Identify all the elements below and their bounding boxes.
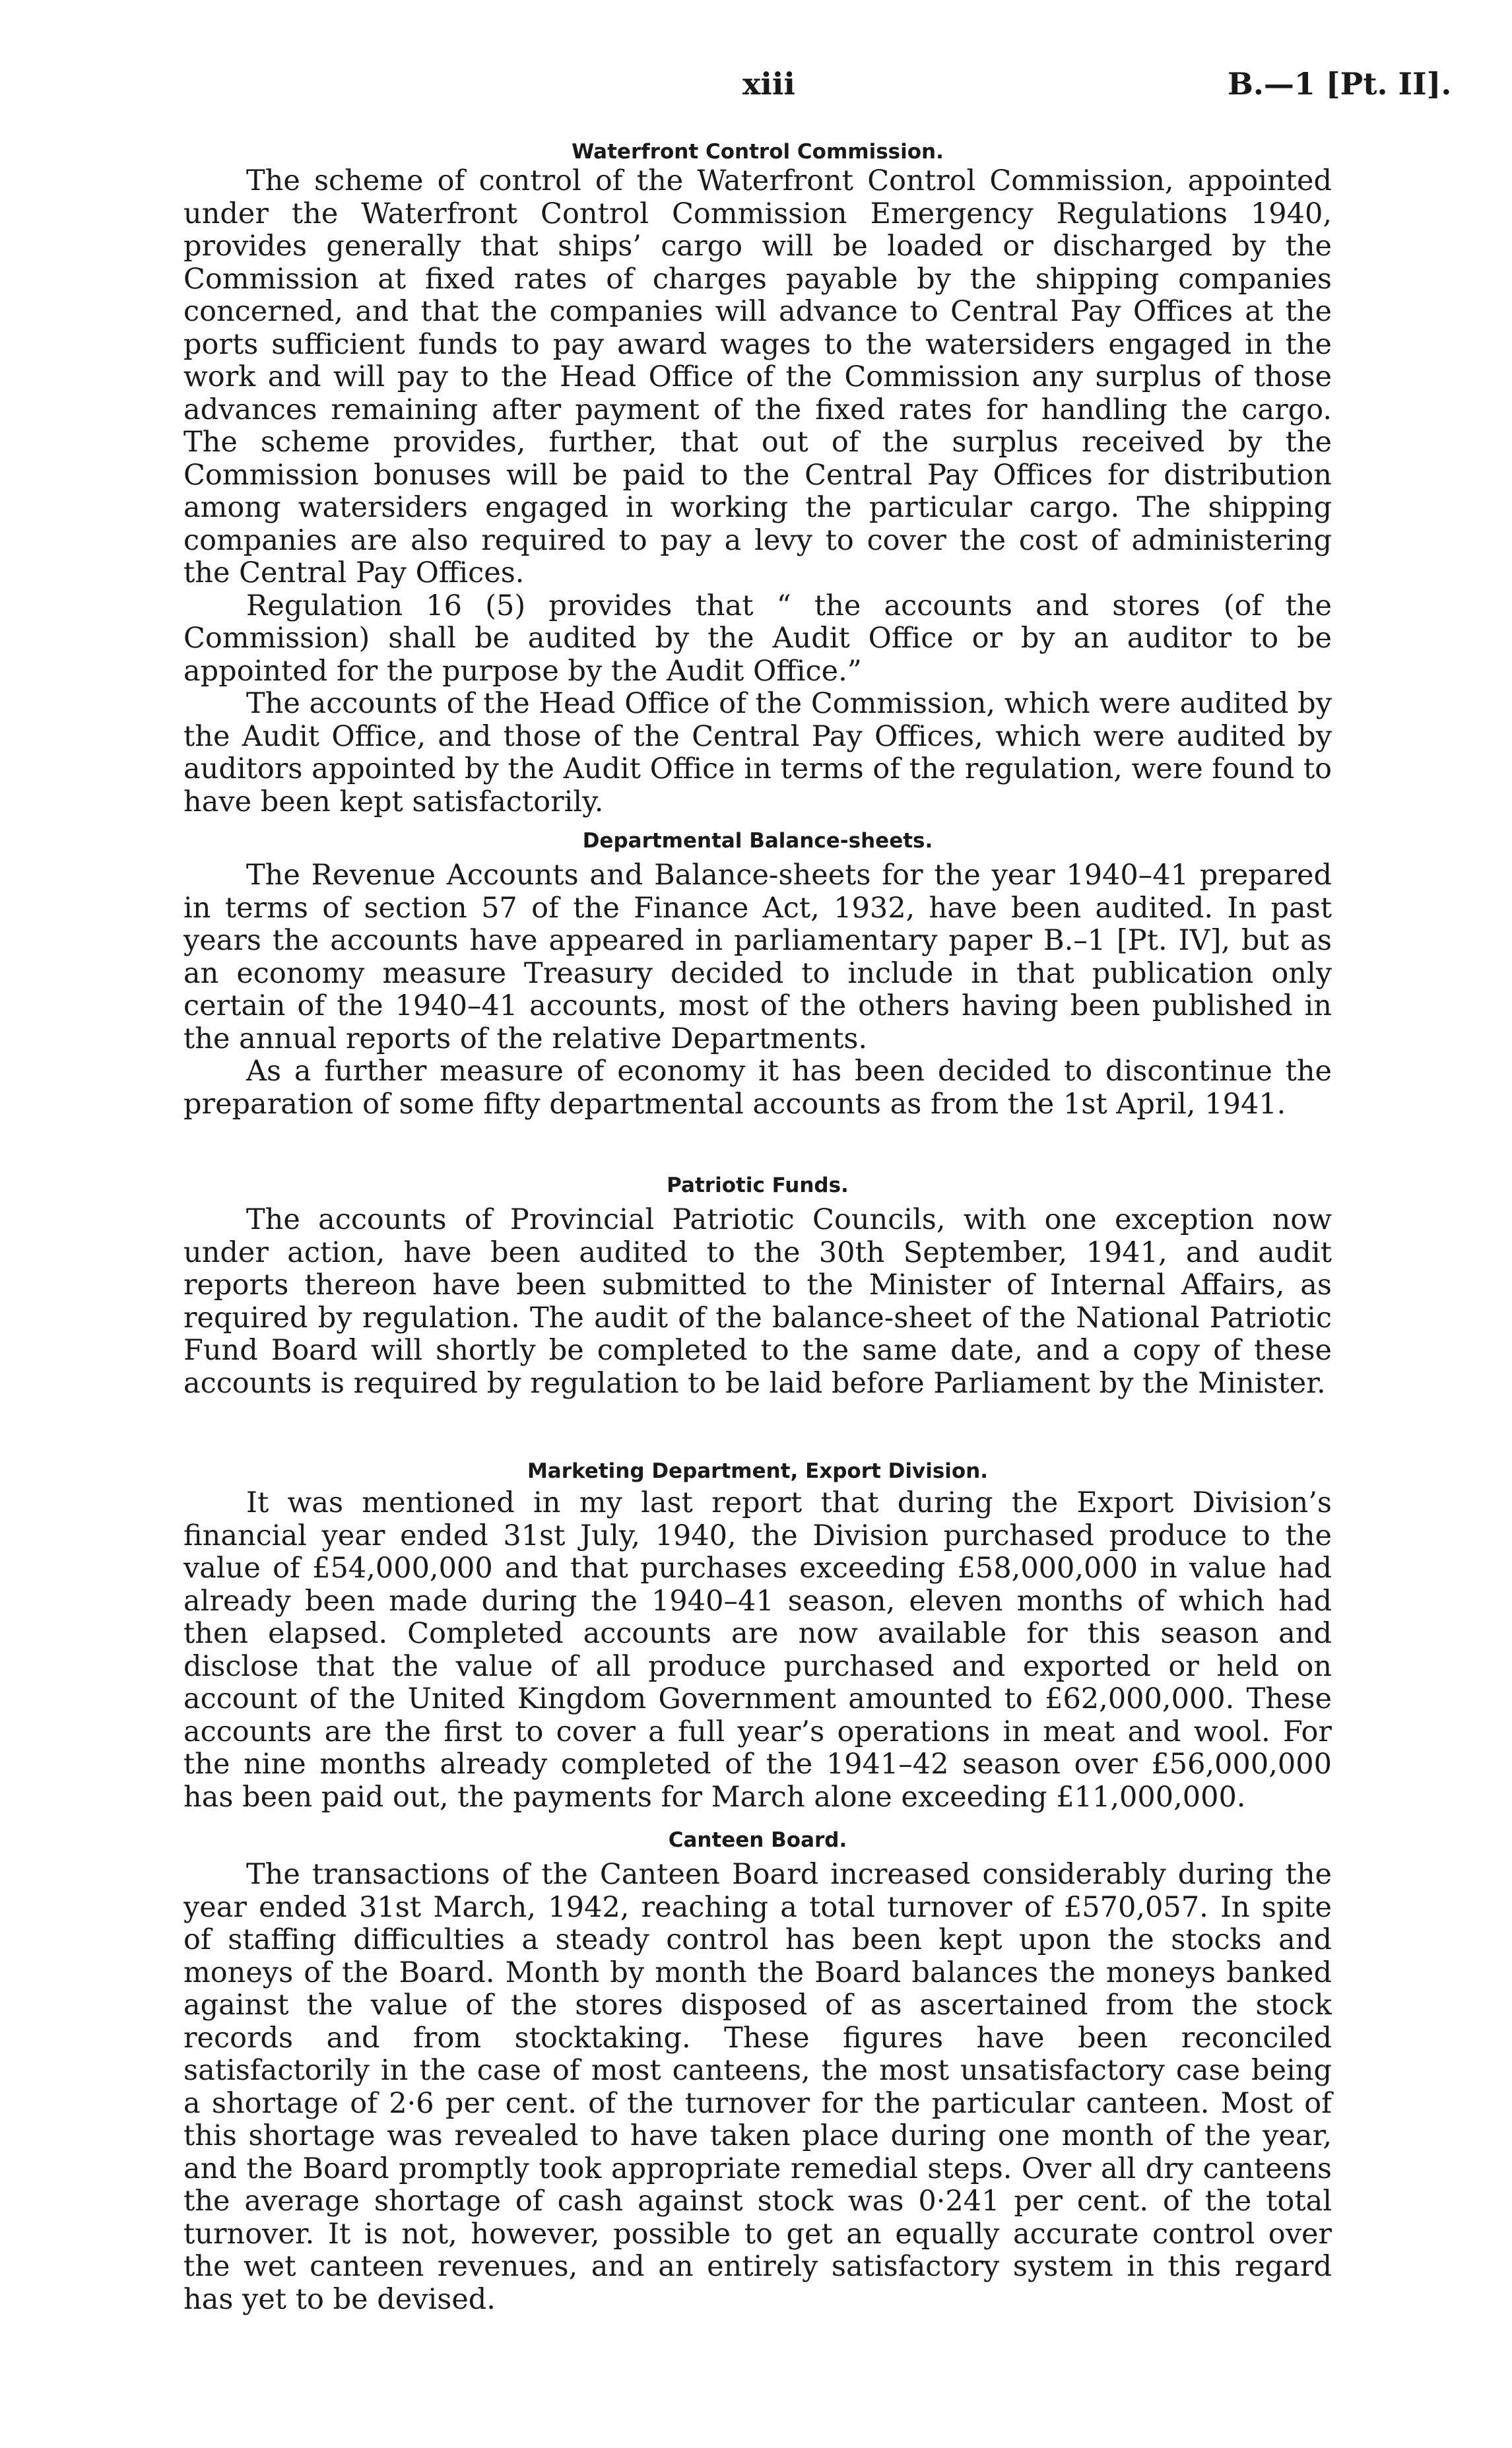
section-title: Marketing Department, Export Division. <box>527 1459 989 1483</box>
paragraph: The scheme of control of the Waterfront Control Commission, appointed under the Waterfront Control Commission Emergency Regulations 1940, provides generally that ships’ cargo will be loaded or discharged by the Commission at fixed rates of charges payable by the shipping companies concerned, and that the companies will advance to Central Pay Offices at the ports sufficient funds to pay award wages to the watersiders engaged in the work and will pay to the Head Office of the Commission any surplus of those advances remaining after payment of the fixed rates for handling the cargo. The scheme provides, further, that out of the surplus received by the Commission bonuses will be paid to the Central Pay Offices for distribution among watersiders engaged in working the particular cargo. The shipping companies are also required to pay a levy to cover the cost of administering the Central Pay Offices. <box>183 164 1332 589</box>
page-number: xiii <box>742 66 795 102</box>
section-marketing-export-division <box>183 1458 1332 1814</box>
paragraph: As a further measure of economy it has been decided to discontinue the preparation of some fifty departmental accounts as from the 1st April, 1941. <box>183 1055 1332 1121</box>
paragraph: The accounts of Provincial Patriotic Councils, with one exception now under action, have been audited to the 30th September, 1941, and audit reports thereon have been submitted to the Minister of Internal Affairs, as required by regulation. The audit of the balance-sheet of the National Patriotic Fund Board will shortly be completed to the same date, and a copy of these accounts is required by regulation to be laid before Parliament by the Minister. <box>183 1203 1332 1400</box>
report-body <box>183 139 1332 2316</box>
section-departmental-balance-sheets <box>183 828 1332 1121</box>
paragraph: The accounts of the Head Office of the Commission, which were audited by the Audit Office, and those of the Central Pay Offices, which were audited by auditors appointed by the Audit Office in terms of the regulation, were found to have been kept satisfactorily. <box>183 687 1332 818</box>
section-patriotic-funds <box>183 1172 1332 1400</box>
section-title: Waterfront Control Commission. <box>572 140 944 164</box>
paragraph: Regulation 16 (5) provides that “ the accounts and stores (of the Commission) shall be audited by the Audit Office or by an auditor to be appointed for the purpose by the Audit Office.” <box>183 589 1332 688</box>
section-title: Departmental Balance-sheets. <box>582 829 933 853</box>
paragraph: The transactions of the Canteen Board increased considerably during the year ended 31st March, 1942, reaching a total turnover of £570,057. In spite of staffing difficulties a steady control has been kept upon the stocks and moneys of the Board. Month by month the Board balances the moneys banked against the value of the stores disposed of as ascertained from the stock records and from stocktaking. These figures have been reconciled satisfactorily in the case of most canteens, the most unsatisfactory case being a shortage of 2·6 per cent. of the turnover for the particular canteen. Most of this shortage was revealed to have taken place during one month of the year, and the Board promptly took appropriate remedial steps. Over all dry canteens the average shortage of cash against stock was 0·241 per cent. of the total turnover. It is not, however, possible to get an equally accurate control over the wet canteen revenues, and an entirely satisfactory system in this regard has yet to be devised. <box>183 1858 1332 2316</box>
section-title: Canteen Board. <box>668 1828 847 1852</box>
document-reference: B.—1 [Pt. II]. <box>1228 66 1452 102</box>
paragraph: The Revenue Accounts and Balance-sheets for the year 1940–41 prepared in terms of section 57 of the Finance Act, 1932, have been audited. In past years the accounts have appeared in parliamentary paper B.–1 [Pt. IV], but as an economy measure Treasury decided to include in that publication only certain of the 1940–41 accounts, most of the others having been published in the annual reports of the relative Departments. <box>183 859 1332 1055</box>
section-canteen-board <box>183 1827 1332 2316</box>
section-title: Patriotic Funds. <box>667 1174 849 1197</box>
section-waterfront <box>183 139 1332 818</box>
paragraph: It was mentioned in my last report that during the Export Division’s financial year ended 31st July, 1940, the Division purchased produce to the value of £54,000,000 and that purchases exceeding £58,000,000 in value had already been made during the 1940–41 season, eleven months of which had then elapsed. Completed accounts are now available for this season and disclose that the value of all produce purchased and exported or held on account of the United Kingdom Government amounted to £62,000,000. These accounts are the first to cover a full year’s operations in meat and wool. For the nine months already completed of the 1941–42 season over £56,000,000 has been paid out, the payments for March alone exceeding £11,000,000. <box>183 1486 1332 1814</box>
